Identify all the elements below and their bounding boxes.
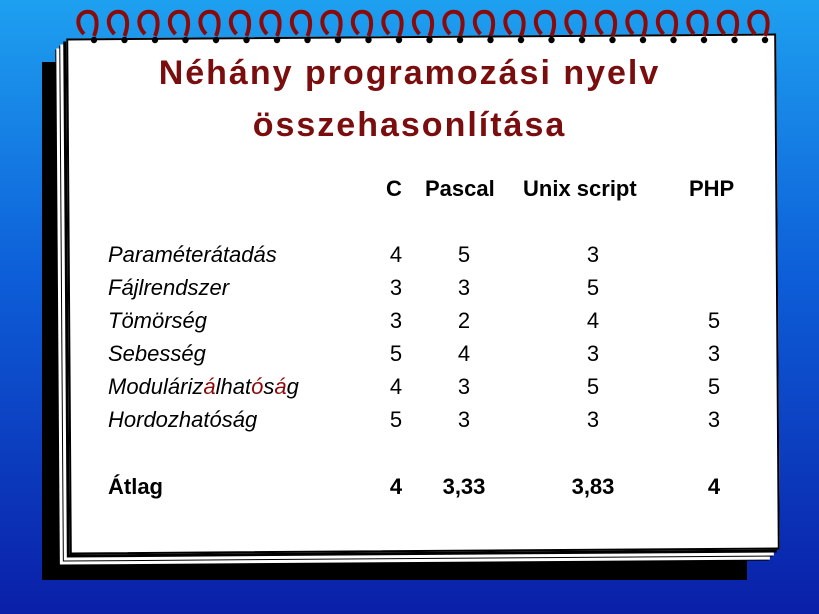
- value-cell-row5-php: 5: [707, 374, 721, 399]
- average-value-c: 4: [389, 474, 403, 499]
- value-cell-row5-c: 4: [389, 374, 403, 399]
- row-label-sebesseg: Sebesség: [108, 341, 206, 366]
- value-cell-row1-pascal: 5: [457, 242, 471, 267]
- value-cell-row6-pascal: 3: [457, 407, 471, 432]
- average-value-pascal: 3,33: [442, 474, 486, 499]
- average-value-php: 4: [707, 474, 721, 499]
- value-cell-row2-pascal: 3: [457, 275, 471, 300]
- row-label-fajlrendszer: Fájlrendszer: [108, 275, 230, 300]
- value-cell-row2-c: 3: [389, 275, 403, 300]
- value-cell-row5-unix-script: 5: [586, 374, 600, 399]
- value-cell-row4-pascal: 4: [457, 341, 471, 366]
- column-header-pascal: Pascal: [425, 176, 495, 201]
- column-header-c: C: [386, 176, 402, 201]
- slide-title-line1: Néhány programozási nyelv: [158, 54, 661, 92]
- row-label-tomorseg: Tömörség: [108, 308, 208, 333]
- value-cell-row3-unix-script: 4: [586, 308, 600, 333]
- value-cell-row1-c: 4: [389, 242, 403, 267]
- row-label-modularizalhatosag: Modulárizálhatóság: [108, 374, 299, 399]
- value-cell-row1-unix-script: 3: [586, 242, 600, 267]
- value-cell-row6-c: 5: [389, 407, 403, 432]
- column-header-unix-script: Unix script: [523, 176, 637, 201]
- value-cell-row3-pascal: 2: [457, 308, 471, 333]
- value-cell-row4-unix-script: 3: [586, 341, 600, 366]
- value-cell-row6-php: 3: [707, 407, 721, 432]
- value-cell-row3-php: 5: [707, 308, 721, 333]
- row-label-parameteratadas: Paraméterátadás: [108, 242, 277, 267]
- row-label-hordozhatosag: Hordozhatóság: [108, 407, 258, 432]
- average-label: Átlag: [108, 474, 163, 499]
- column-header-php: PHP: [689, 176, 735, 201]
- slide-title-line2: összehasonlítása: [252, 106, 567, 144]
- average-value-unix-script: 3,83: [571, 474, 615, 499]
- value-cell-row2-unix-script: 5: [586, 275, 600, 300]
- value-cell-row6-unix-script: 3: [586, 407, 600, 432]
- value-cell-row3-c: 3: [389, 308, 403, 333]
- value-cell-row5-pascal: 3: [457, 374, 471, 399]
- value-cell-row4-c: 5: [389, 341, 403, 366]
- spiral-binding-icon: [70, 4, 785, 48]
- value-cell-row4-php: 3: [707, 341, 721, 366]
